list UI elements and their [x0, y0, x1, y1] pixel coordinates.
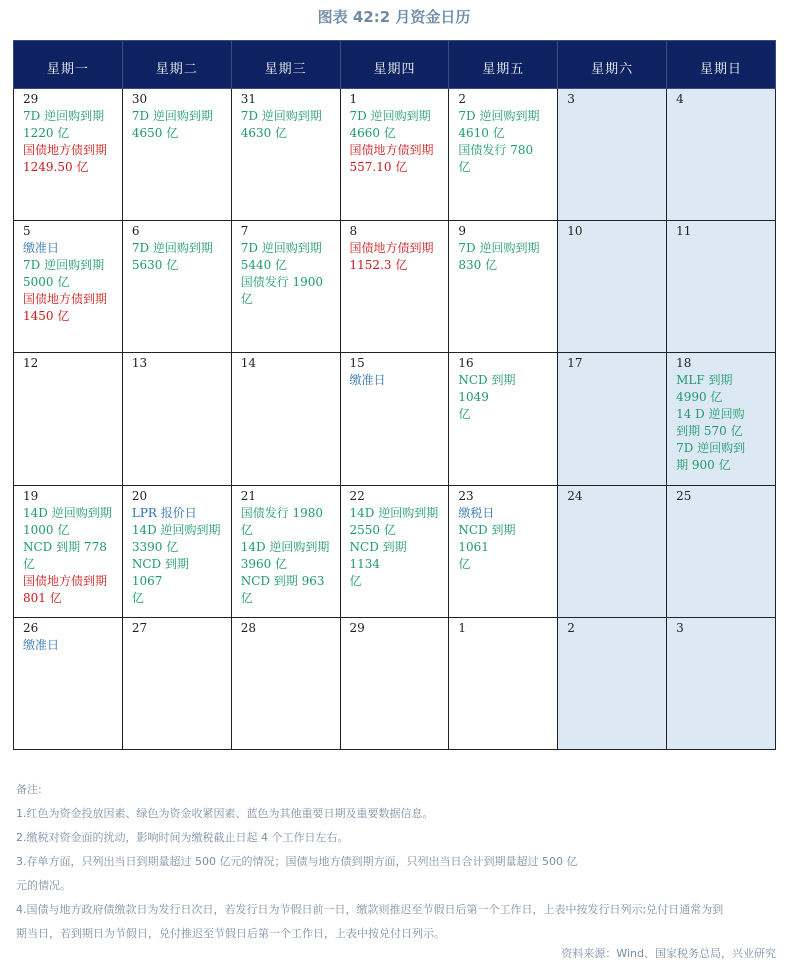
day-number: 14 — [240, 356, 256, 371]
weekday-header-row — [14, 41, 776, 89]
calendar-event: 亿 — [349, 573, 362, 588]
calendar-day-cell — [667, 617, 776, 749]
calendar-event: 5000 亿 — [23, 275, 70, 290]
calendar-day-cell — [340, 89, 449, 221]
notes-section — [16, 778, 776, 946]
calendar-event: 国债地方债到期 — [23, 292, 108, 307]
calendar-event: 亿 — [458, 556, 471, 571]
day-number: 2 — [458, 92, 467, 106]
calendar-event: 830 亿 — [458, 258, 498, 273]
calendar-event: 缴税日 — [458, 505, 495, 520]
day-number: 10 — [567, 224, 583, 239]
calendar-event: 亿 — [458, 407, 471, 422]
calendar-week-row — [14, 485, 776, 617]
page-title: 图表 42:2 月资金日历 — [317, 8, 471, 26]
calendar-event: 14D 逆回购到期 — [240, 539, 330, 554]
calendar-event: 1249.50 亿 — [23, 160, 89, 174]
calendar-event: MLF 到期 — [676, 373, 733, 388]
note-line: 4.国债与地方政府债缴款日为发行日次日，若发行日为节假日前一日，缴款则推迟至节假日后第一个工作日，上表中按发行日列示;兑付日通常为到 — [16, 903, 724, 916]
calendar-event: 4610 亿 — [458, 126, 505, 140]
calendar-event: 3390 亿 — [131, 539, 179, 554]
calendar-day-cell — [231, 353, 340, 485]
note-line: 3.存单方面，只列出当日到期量超过 500 亿元的情况；国债与地方债到期方面，只列出当日合计到期量超过 500 亿 — [16, 855, 578, 868]
weekday-header: 星期六 — [558, 41, 667, 89]
calendar-event: 7D 逆回购到期 — [458, 241, 540, 256]
calendar-day-cell — [122, 485, 231, 617]
day-number: 22 — [349, 488, 365, 503]
calendar-day-cell — [122, 353, 231, 485]
day-number: 29 — [349, 620, 365, 635]
calendar-event: 缴准日 — [349, 373, 386, 388]
day-number: 16 — [458, 356, 474, 371]
calendar-event: NCD 到期 1134 — [349, 539, 407, 571]
calendar-event: 4990 亿 — [676, 390, 723, 405]
calendar-event: 期 900 亿 — [676, 458, 731, 473]
calendar-event: 7D 逆回购到期 — [458, 109, 540, 123]
calendar-event: 1000 亿 — [23, 522, 70, 537]
calendar-event: NCD 到期 1049 — [458, 373, 516, 405]
calendar-event: 国债发行 1980 亿 — [240, 505, 324, 537]
calendar-day-cell — [122, 221, 231, 353]
calendar-day-cell — [122, 89, 231, 221]
day-number: 27 — [131, 620, 148, 635]
day-number: 4 — [676, 92, 684, 106]
calendar-week-row — [14, 89, 776, 221]
day-number: 8 — [349, 224, 358, 239]
day-number: 26 — [23, 620, 39, 635]
calendar-event: 2550 亿 — [349, 522, 396, 537]
calendar-day-cell — [667, 353, 776, 485]
calendar-event: 7D 逆回购到期 — [240, 241, 322, 256]
calendar-week-row — [14, 617, 776, 749]
day-number: 1 — [458, 620, 467, 635]
calendar-day-cell — [340, 353, 449, 485]
calendar-event: 7D 逆回购到期 — [23, 258, 105, 273]
calendar-event: 7D 逆回购到期 — [131, 241, 213, 256]
calendar-event: NCD 到期 1067 — [131, 556, 189, 588]
day-number: 29 — [23, 92, 39, 106]
day-number: 6 — [131, 224, 140, 239]
calendar-event: 1152.3 亿 — [349, 258, 408, 273]
day-number: 17 — [567, 356, 583, 371]
calendar-event: 4630 亿 — [240, 126, 288, 140]
day-number: 19 — [23, 488, 39, 503]
note-line: 2.缴税对资金面的扰动，影响时间为缴税截止日起 4 个工作日左右。 — [16, 831, 349, 844]
day-number: 1 — [349, 92, 358, 106]
calendar-body — [14, 89, 776, 750]
calendar-event: LPR 报价日 — [131, 505, 197, 520]
calendar-event: 国债地方债到期 — [349, 241, 434, 256]
calendar-day-cell — [340, 221, 449, 353]
calendar-event: 到期 570 亿 — [676, 424, 743, 439]
calendar-event: 4660 亿 — [349, 126, 396, 140]
day-number: 30 — [131, 92, 148, 106]
calendar-day-cell — [558, 617, 667, 749]
note-line: 1.红色为资金投放因素、绿色为资金收紧因素、蓝色为其他重要日期及重要数据信息。 — [16, 807, 434, 820]
calendar-event: 国债地方债到期 — [23, 573, 108, 588]
calendar-day-cell — [449, 353, 558, 485]
source-note: 资料来源：Wind、国家税务总局，兴业研究 — [561, 947, 776, 960]
calendar-day-cell — [340, 485, 449, 617]
weekday-header: 星期日 — [667, 41, 776, 89]
calendar-event: 国债发行 780 亿 — [458, 143, 534, 174]
calendar-event: 1220 亿 — [23, 126, 70, 140]
calendar-day-cell — [449, 221, 558, 353]
calendar-event: 3960 亿 — [240, 556, 288, 571]
calendar-day-cell — [558, 89, 667, 221]
calendar-event: 国债地方债到期 — [23, 143, 108, 157]
note-line: 期当日，若到期日为节假日，兑付推迟至节假日后第一个工作日，上表中按兑付日列示。 — [16, 927, 445, 940]
calendar-event: 5630 亿 — [131, 258, 179, 273]
calendar-event: 7D 逆回购到期 — [131, 109, 213, 123]
calendar-day-cell — [14, 485, 123, 617]
calendar-event: 5440 亿 — [240, 258, 288, 273]
calendar-day-cell — [14, 353, 123, 485]
day-number: 25 — [676, 488, 692, 503]
calendar-event: NCD 到期 1061 — [458, 522, 516, 554]
calendar-day-cell — [14, 89, 123, 221]
day-number: 3 — [676, 620, 684, 635]
day-number: 11 — [676, 224, 692, 239]
calendar-day-cell — [14, 617, 123, 749]
calendar-event: 557.10 亿 — [349, 160, 408, 174]
calendar-event: 7D 逆回购到期 — [240, 109, 322, 123]
calendar-event: 缴准日 — [23, 637, 60, 652]
calendar-day-cell — [667, 89, 776, 221]
calendar-day-cell — [340, 617, 449, 749]
weekday-header: 星期四 — [340, 41, 449, 89]
day-number: 3 — [567, 92, 575, 106]
calendar-day-cell — [449, 617, 558, 749]
calendar-event: 4650 亿 — [131, 126, 179, 140]
weekday-header: 星期一 — [14, 41, 123, 89]
calendar-day-cell — [667, 221, 776, 353]
note-line: 备注: — [16, 783, 42, 796]
calendar-day-cell — [449, 89, 558, 221]
day-number: 21 — [240, 488, 256, 503]
calendar-event: 7D 逆回购到期 — [349, 109, 431, 123]
calendar-event: 国债发行 1900 亿 — [240, 275, 324, 307]
calendar-day-cell — [558, 485, 667, 617]
calendar-event: 缴准日 — [23, 241, 60, 256]
day-number: 13 — [131, 356, 148, 371]
calendar-day-cell — [231, 617, 340, 749]
calendar-day-cell — [449, 485, 558, 617]
calendar-day-cell — [558, 221, 667, 353]
calendar-event: NCD 到期 963 亿 — [240, 573, 325, 605]
day-number: 12 — [23, 356, 39, 371]
weekday-header: 星期三 — [231, 41, 340, 89]
calendar-event: 14D 逆回购到期 — [131, 522, 221, 537]
day-number: 23 — [458, 488, 474, 503]
calendar-table — [13, 40, 776, 750]
weekday-header: 星期五 — [449, 41, 558, 89]
calendar-week-row — [14, 353, 776, 485]
calendar-event: 801 亿 — [23, 590, 62, 605]
calendar-week-row — [14, 221, 776, 353]
calendar-day-cell — [231, 89, 340, 221]
calendar-event: 14D 逆回购到期 — [349, 505, 439, 520]
day-number: 9 — [458, 224, 467, 239]
day-number: 15 — [349, 356, 365, 371]
calendar-event: 1450 亿 — [23, 309, 70, 324]
calendar-event: 7D 逆回购到期 — [23, 109, 105, 123]
calendar-event: 国债地方债到期 — [349, 143, 434, 157]
day-number: 5 — [23, 224, 31, 239]
calendar-day-cell — [122, 617, 231, 749]
calendar-event: 亿 — [131, 590, 144, 605]
weekday-header: 星期二 — [122, 41, 231, 89]
calendar-event: 14 D 逆回购 — [676, 407, 745, 422]
day-number: 31 — [240, 92, 256, 106]
calendar-day-cell — [558, 353, 667, 485]
day-number: 2 — [567, 620, 575, 635]
day-number: 18 — [676, 356, 692, 371]
calendar-day-cell — [231, 485, 340, 617]
calendar-event: 7D 逆回购到 — [676, 441, 746, 456]
calendar-day-cell — [667, 485, 776, 617]
day-number: 7 — [240, 224, 249, 239]
calendar-day-cell — [14, 221, 123, 353]
day-number: 20 — [131, 488, 148, 503]
day-number: 24 — [567, 488, 583, 503]
calendar-event: 14D 逆回购到期 — [23, 505, 112, 520]
note-line: 元的情况。 — [16, 879, 71, 892]
day-number: 28 — [240, 620, 256, 635]
calendar-day-cell — [231, 221, 340, 353]
calendar-event: NCD 到期 778 亿 — [23, 539, 107, 571]
